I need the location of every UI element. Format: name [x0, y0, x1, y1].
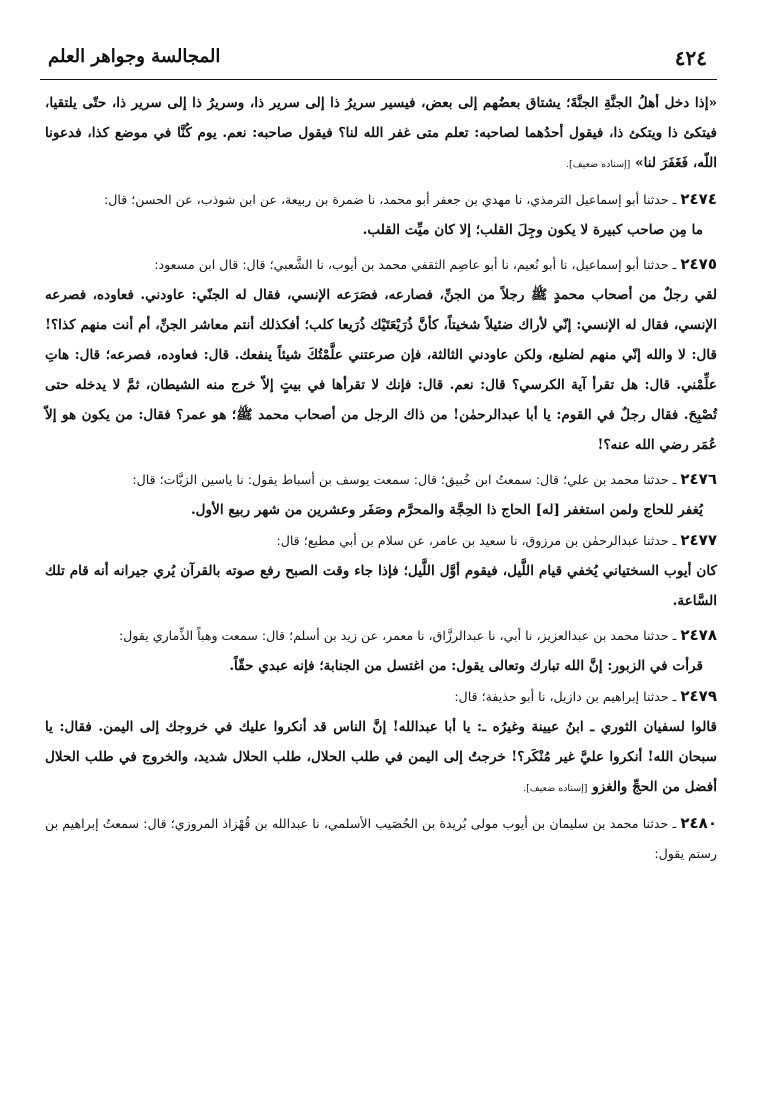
page-header: [40, 40, 717, 80]
isnad-2480: ٢٤٨٠ ـ حدثنا محمد بن سليمان بن أيوب مولى بُريدة بن الحُصَيب الأسلمي، نا عبدالله بن قُهْزاذ المروزي؛ قال: سمعتُ إبراهيم بن رستم يقول:: [45, 814, 717, 861]
hadith-number: ٢٤٨٠: [680, 814, 717, 832]
hadith-text: لقي رجلٌ من أصحاب محمدٍ ﷺ رجلاً من الجنِّ، فصارعه، فصَرَعه الإنسي، فقال له الجنّي: عاودني. فعاوده، فصرعه الإنسي، فقال له الإنسي: إنّي لأراك ضئيلاً شخيتاً، كأنَّ ذُرَيْعَتَيْك ذُرَيعا كلب؛ أفكذلك أنتم معاشر الجنِّ، أم أنت منهم كذا؟! قال: لا والله إنّي منهم لضليع، ولكن عاودني الثالثة، فإن صرعتني علَّمْتُكَ شيئاً ينفعك. قال: فعاوده، فصرعه؛ قال: هاتِ علِّمْني. قال: هل تقرأ آية الكرسي؟ قال: نعم. قال: فإنك لا تقرأها في بيتٍ إلاّ خرج منه الشيطان، ثمَّ لا يدخله حتى تُصْبِحَ. فقال رجلٌ في القوم: يا أبا عبدالرحمٰن! من ذاك الرجل من أصحاب محمد ﷺ؛ هو عمر؟ فقال: من يكون هو إلاّ عُمَر رضي الله عنه؟!: [45, 287, 717, 453]
hadith-number: ٢٤٧٧: [680, 531, 717, 549]
grade-note: [إسناده ضعيف].: [523, 783, 588, 794]
hadith-text: «إذا دخل أهلُ الجنَّةِ الجنَّةَ؛ يشتاق بعضُهم إلى بعض، فيسير سريرُ ذا إلى سرير ذا، وسريرُ ذا إلى سرير ذا، حتّى يلتقيا، فيتكئ ذا ويتكئ ذا، فيقول أحدُهما لصاحبه: تعلم متى غفر الله لنا؟ فيقول صاحبه: نعم. يوم كُنَّا في موضع كذا، فدعونا اللّه، فَغَفَرَ لنا» [إسناده ضعيف].: [45, 95, 717, 171]
hadith-number: ٢٤٧٩: [680, 687, 717, 705]
page-number: ٤٢٤: [674, 46, 707, 70]
isnad-2475: ٢٤٧٥ ـ حدثنا أبو إسماعيل، نا أبو نُعيم، نا أبو عاصِم الثقفي محمد بن أيوب، نا الشَّعبي؛ قال: قال ابن مسعود:: [154, 255, 717, 273]
isnad-2474: ٢٤٧٤ ـ حدثنا أبو إسماعيل الترمذي، نا مهدي بن جعفر أبو محمد، نا ضمرة بن ربيعة، عن ابن شوذب، عن الحسن؛ قال:: [104, 190, 717, 208]
isnad-2479: ٢٤٧٩ ـ حدثنا إبراهيم بن دازيل، نا أبو حذيفة؛ قال:: [454, 687, 717, 705]
page-body: [45, 88, 717, 869]
isnad-2476: ٢٤٧٦ ـ حدثنا محمد بن علي؛ قال: سمعتُ ابن خُبيق؛ قال: سمعت يوسف بن أسباط يقول: نا ياسين الزيَّات؛ قال:: [132, 470, 717, 488]
hadith-text: قالوا لسفيان الثوري ـ ابنُ عيينة وغيرُه ـ: يا أبا عبدالله! إنَّ الناس قد أنكروا عليك في خروجك إلى اليمن. فقال: يا سبحان الله! أنكروا عليَّ غير مُنْكَر؟! خرجتُ إلى اليمن في طلب الحلال، طلب الحلال شديد، والخروج في طلب الحلال أفضل من الحجِّ والغزو [إسناده ضعيف].: [45, 719, 717, 795]
header-rule: [40, 79, 717, 80]
hadith-text: ما مِن صاحب كبيرة لا يكون وجِلَ القلب؛ إلا كان ميِّت القلب.: [362, 222, 703, 238]
grade-note: [إسناده ضعيف].: [566, 159, 631, 170]
hadith-number: ٢٤٧٤: [680, 190, 717, 208]
hadith-number: ٢٤٧٥: [680, 255, 717, 273]
hadith-text: يُغفر للحاج ولمن استغفر [له] الحاج ذا الحِجَّة والمحرَّم وصَفَر وعشرين من شهر ربيع الأول.: [190, 502, 703, 518]
hadith-number: ٢٤٧٨: [680, 626, 717, 644]
hadith-text: كان أيوب السختياني يُخفي قيام اللَّيل، فيقوم أوَّل اللَّيل؛ فإذا جاء وقت الصبح رفع صوته بالقرآن يُري جيرانه أنه قام تلك السَّاعة.: [45, 563, 717, 609]
hadith-text: قرأت في الزبور: إنَّ الله تبارك وتعالى يقول: من اغتسل من الجنابة؛ فإنه عبدي حقّاً.: [229, 658, 703, 674]
isnad-2477: ٢٤٧٧ ـ حدثنا عبدالرحمٰن بن مرزوق، نا سعيد بن عامر، عن سلام بن أبي مطيع؛ قال:: [276, 531, 717, 549]
isnad-2478: ٢٤٧٨ ـ حدثنا محمد بن عبدالعزيز، نا أبي، نا عبدالرزَّاق، نا معمر، عن زيد بن أسلم؛ قال: سمعت وهباً الذِّماري يقول:: [118, 626, 717, 644]
hadith-number: ٢٤٧٦: [680, 470, 717, 488]
running-title: المجالسة وجواهر العلم: [48, 46, 221, 67]
